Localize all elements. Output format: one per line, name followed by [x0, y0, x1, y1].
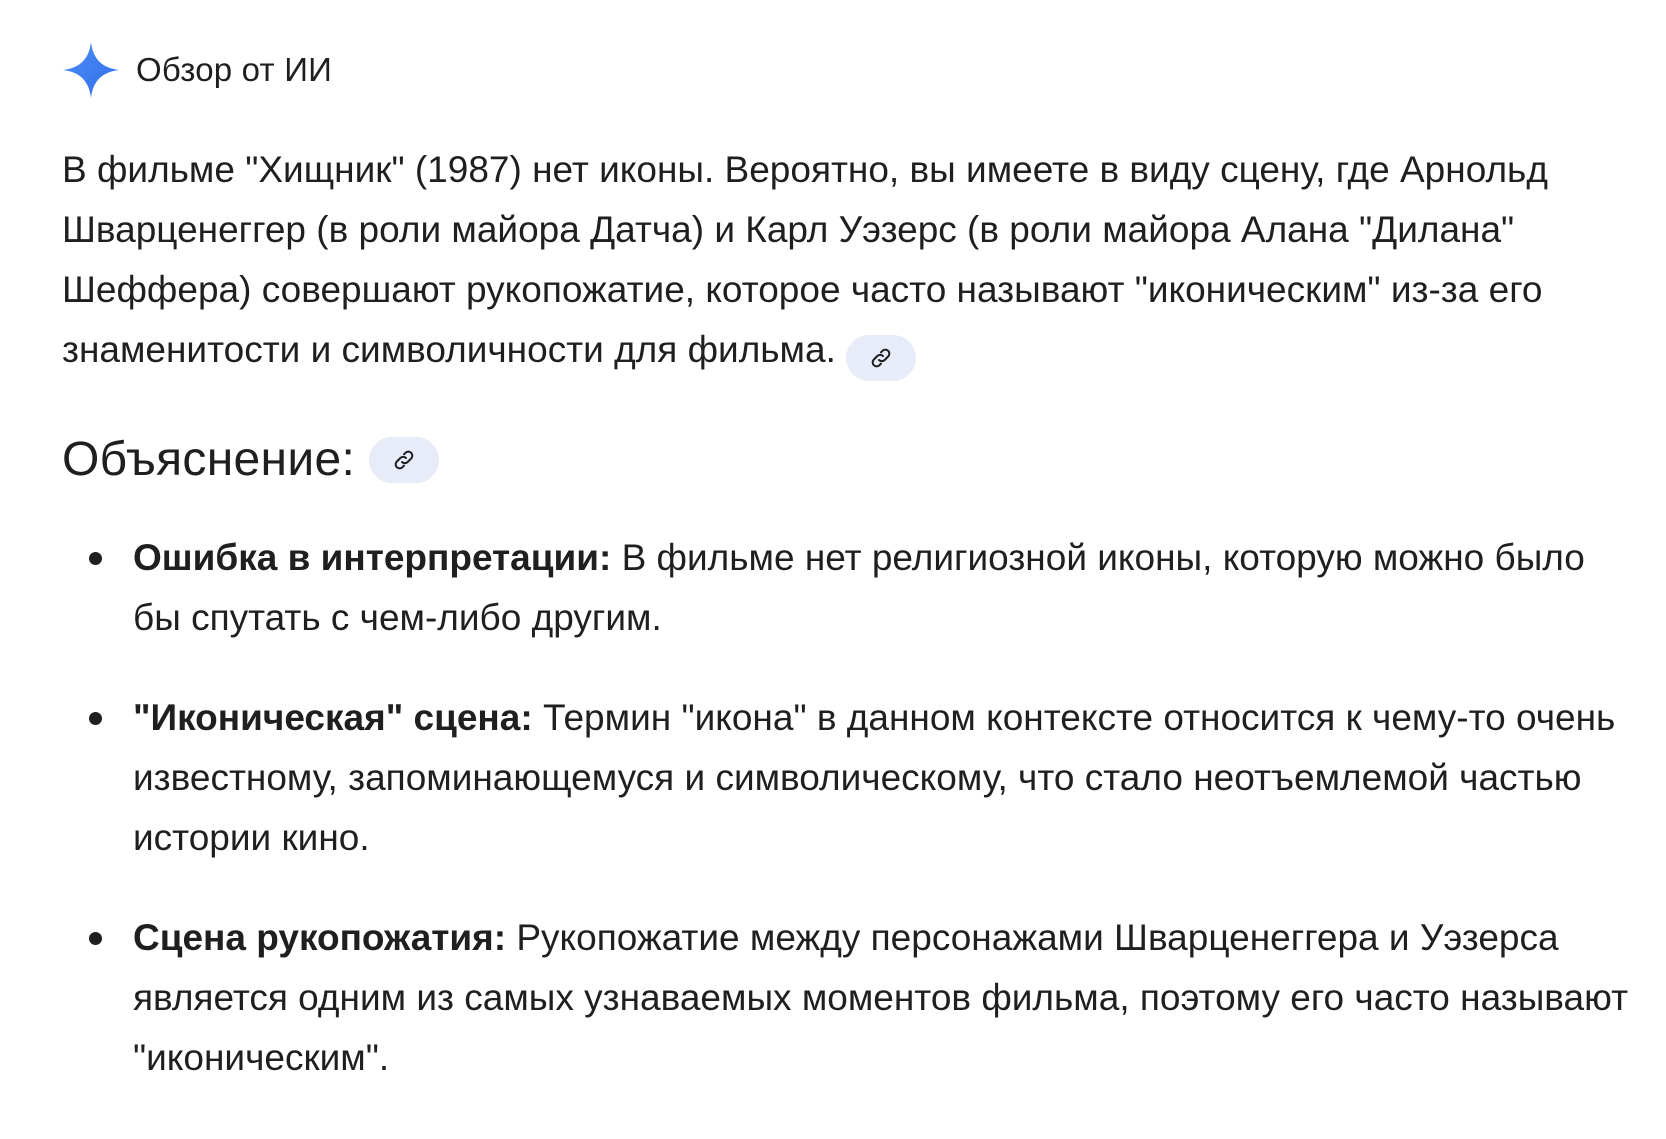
- bullet-icon: [89, 552, 102, 565]
- intro-source-link-button[interactable]: [846, 335, 916, 381]
- list-item: [62, 908, 1642, 1088]
- explanation-list: [62, 528, 1642, 1128]
- bullet-icon: [89, 932, 102, 945]
- intro-text: В фильме "Хищник" (1987) нет иконы. Вероятно, вы имеете в виду сцену, где Арнольд Шварценеггер (в роли майора Датча) и Карл Уэзерс (в роли майора Алана "Дилана" Шеффера) совершают рукопожатие, которое часто называют "иконическим" из-за его знаменитости и символичности для фильма.: [62, 149, 1548, 370]
- list-item-title: Сцена рукопожатия:: [133, 917, 507, 958]
- link-icon: [869, 346, 893, 370]
- explanation-heading-row: [62, 432, 439, 487]
- explanation-heading: Объяснение:: [62, 433, 356, 486]
- list-item-text: Рукопожатие между персонажами Шварценеггера и Уэзерса является одним из самых узнаваемых моментов фильма, поэтому его часто называют "иконическим".: [133, 917, 1629, 1078]
- sparkle-icon: [62, 41, 120, 99]
- list-item: [62, 528, 1642, 648]
- explanation-source-link-button[interactable]: [369, 437, 439, 483]
- list-item-title: Ошибка в интерпретации:: [133, 537, 612, 578]
- list-item-title: "Иконическая" сцена:: [133, 697, 533, 738]
- intro-paragraph: [62, 140, 1602, 381]
- ai-overview-title: Обзор от ИИ: [136, 51, 333, 88]
- ai-overview-header: [62, 40, 332, 100]
- list-item-text: Термин "икона" в данном контексте относится к чему-то очень известному, запоминающемуся и символическому, что стало неотъемлемой частью истории кино.: [133, 697, 1616, 858]
- link-icon: [392, 448, 416, 472]
- list-item: [62, 688, 1642, 868]
- list-item-text: В фильме нет религиозной иконы, которую можно было бы спутать с чем-либо другим.: [133, 537, 1585, 638]
- bullet-icon: [89, 712, 102, 725]
